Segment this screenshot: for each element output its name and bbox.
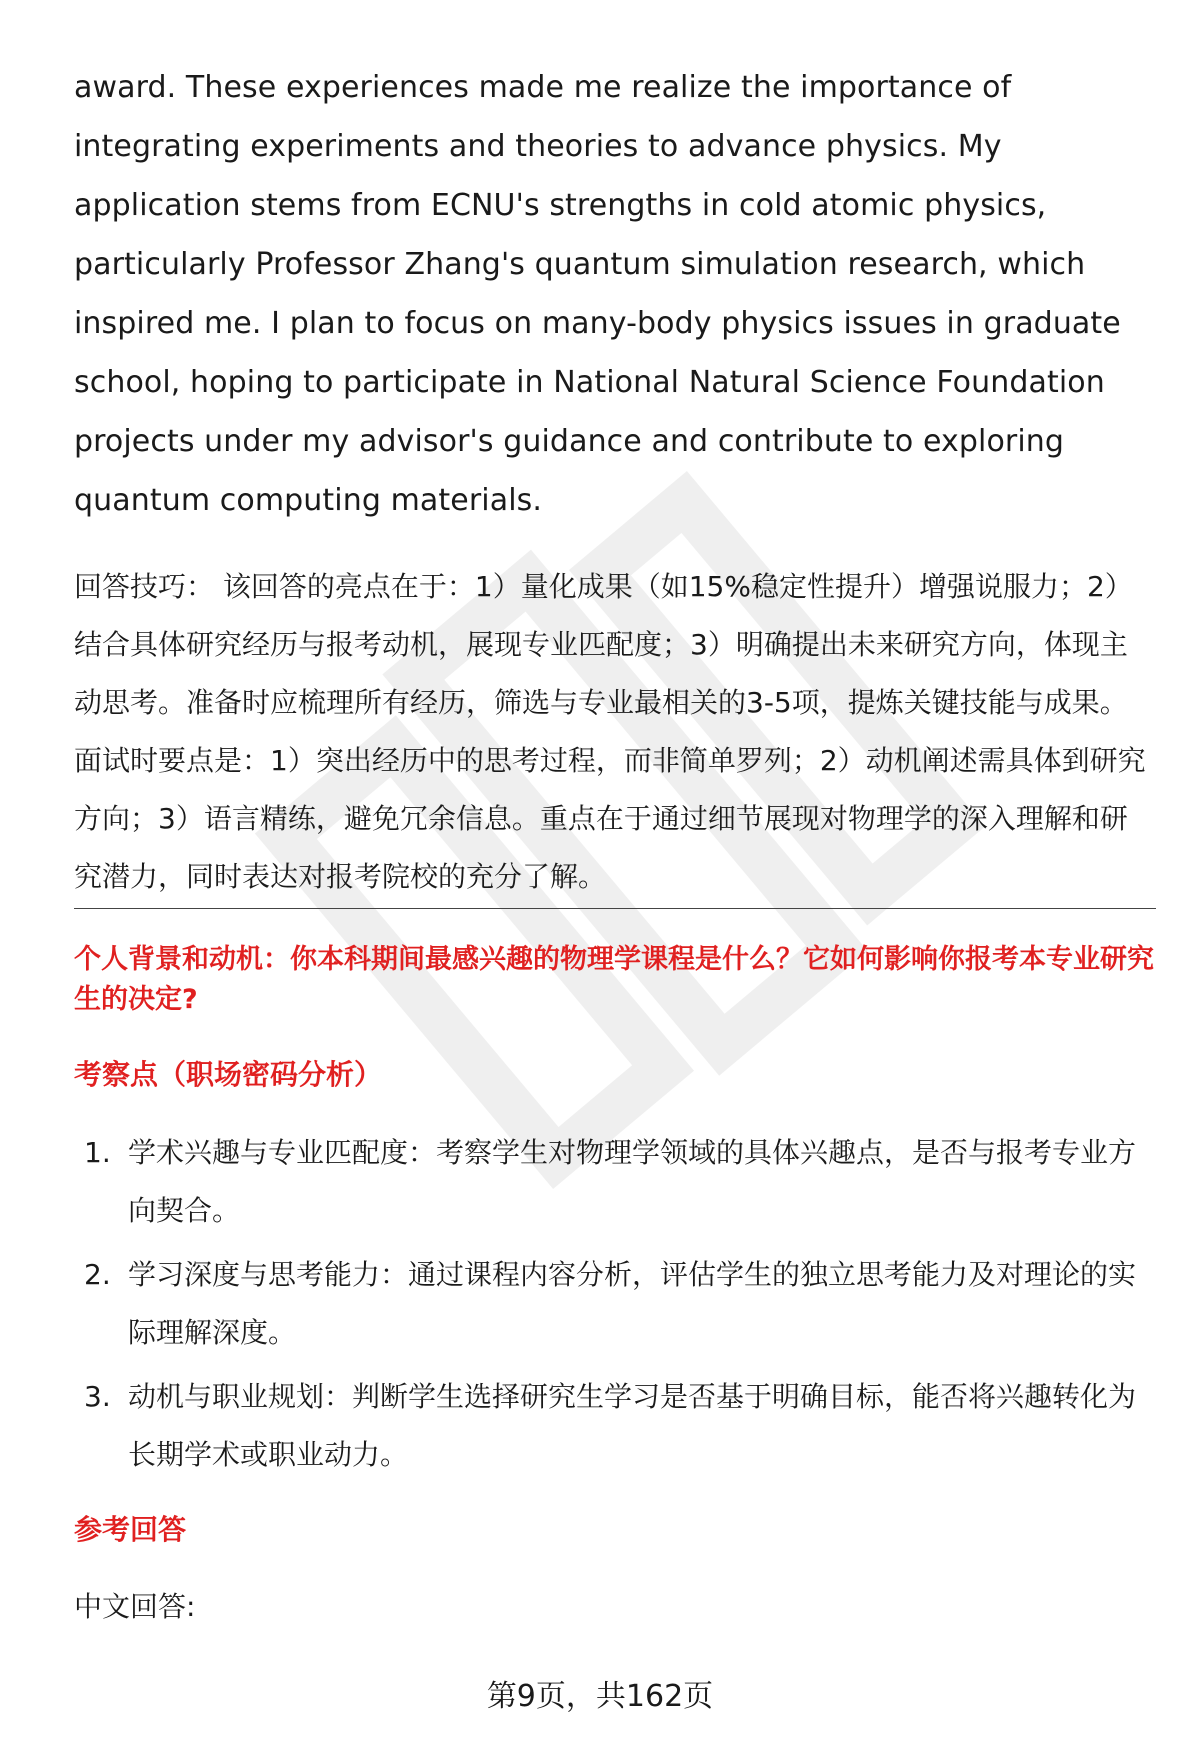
list-item-text: 学习深度与思考能力：通过课程内容分析，评估学生的独立思考能力及对理论的实际理解深度。: [128, 1258, 1137, 1349]
answer-tip-label: 回答技巧：: [74, 570, 215, 603]
list-item-text: 学术兴趣与专业匹配度：考察学生对物理学领域的具体兴趣点，是否与报考专业方向契合。: [128, 1136, 1137, 1227]
answer-tip-paragraph: [74, 558, 1154, 906]
assessment-points-list: [74, 1124, 1156, 1490]
list-item-number: 2.: [84, 1258, 111, 1291]
english-answer-paragraph: award. These experiences made me realize the importance of integrating experiments and theories to advance physics. My application stems from ECNU's strengths in cold atomic physics, particularly Professor Zhang's quantum simulation research, which inspired me. I plan to focus on many-body physics issues in graduate school, hoping to participate in National Natural Science Foundation projects under my advisor's guidance and contribute to exploring quantum computing materials.: [74, 70, 1121, 518]
reference-answer-title: 参考回答: [74, 1513, 187, 1546]
list-item: [74, 1246, 1156, 1362]
list-item: [74, 1124, 1156, 1240]
interview-question: 个人背景和动机：你本科期间最感兴趣的物理学课程是什么？它如何影响你报考本专业研究生的决定?: [74, 944, 1154, 1015]
answer-tip-text: 该回答的亮点在于：1）量化成果（如15%稳定性提升）增强说服力；2）结合具体研究经历与报考动机，展现专业匹配度；3）明确提出未来研究方向，体现主动思考。准备时应梳理所有经历，筛选与专业最相关的3-5项，提炼关键技能与成果。面试时要点是：1）突出经历中的思考过程，而非简单罗列；2）动机阐述需具体到研究方向；3）语言精练，避免冗余信息。重点在于通过细节展现对物理学的深入理解和研究潜力，同时表达对报考院校的充分了解。: [74, 570, 1146, 893]
page-number-footer: 第9页，共162页: [486, 1679, 714, 1714]
assessment-title: 考察点（职场密码分析）: [74, 1058, 383, 1091]
list-item-number: 1.: [84, 1136, 111, 1169]
section-divider: [74, 908, 1156, 909]
list-item: [74, 1368, 1156, 1484]
chinese-answer-label: 中文回答:: [74, 1590, 196, 1623]
list-item-number: 3.: [84, 1380, 111, 1413]
list-item-text: 动机与职业规划：判断学生选择研究生学习是否基于明确目标，能否将兴趣转化为长期学术或职业动力。: [128, 1380, 1137, 1471]
page-content: [74, 58, 1154, 906]
